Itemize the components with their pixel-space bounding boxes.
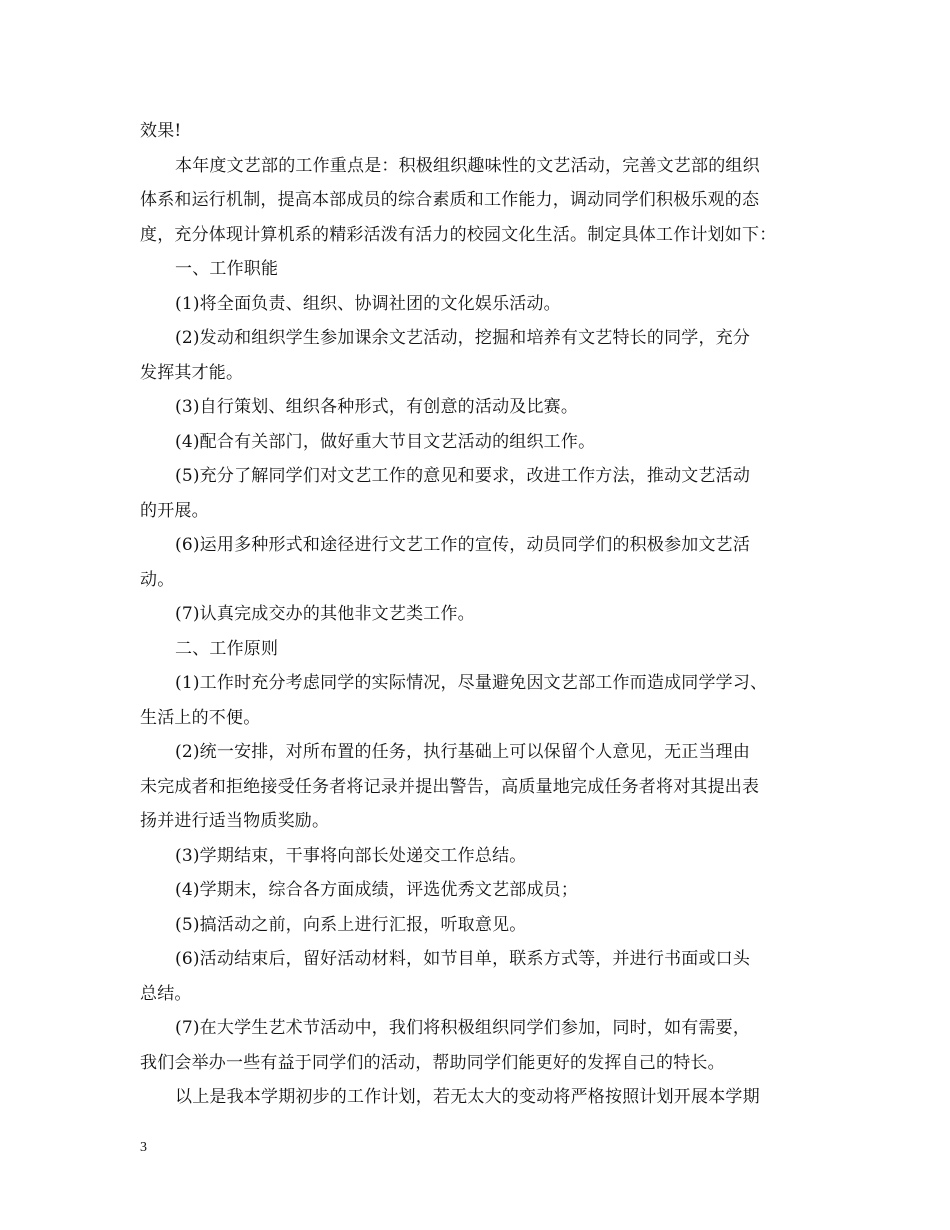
list-item-line: (4)学期末，综合各方面成绩，评选优秀文艺部成员；	[175, 880, 579, 900]
list-item-line: (1)将全面负责、组织、协调社团的文化娱乐活动。	[175, 293, 561, 314]
list-item-line: (5)充分了解同学们对文艺工作的意见和要求，改进工作方法，推动文艺活动	[175, 466, 751, 486]
list-item-line: (3)学期结束，干事将向部长处递交工作总结。	[175, 845, 527, 866]
list-item-line: (5)搞活动之前，向系上进行汇报，听取意见。	[175, 914, 527, 935]
document-body	[140, 114, 820, 1115]
list-item-line: 扬并进行适当物质奖励。	[140, 811, 330, 831]
paragraph-line: 以上是我本学期初步的工作计划，若无太大的变动将严格按照计划开展本学期	[175, 1087, 760, 1107]
list-item-line: (4)配合有关部门，做好重大节目文艺活动的组织工作。	[175, 431, 596, 452]
section-heading: 一、工作职能	[175, 259, 279, 279]
list-item-line: (6)运用多种形式和途径进行文艺工作的宣传，动员同学们的积极参加文艺活	[175, 535, 751, 555]
list-item-line: (1)工作时充分考虑同学的实际情况，尽量避免因文艺部工作而造成同学学习、	[175, 673, 768, 693]
list-item-line: 发挥其才能。	[140, 362, 244, 383]
paragraph-line: 效果!	[140, 121, 182, 141]
list-item-line: (6)活动结束后，留好活动材料，如节目单，联系方式等，并进行书面或口头	[175, 949, 751, 969]
paragraph-line: 度，充分体现计算机系的精彩活泼有活力的校园文化生活。制定具体工作计划如下：	[140, 224, 777, 245]
list-item-line: 总结。	[140, 983, 192, 1004]
list-item-line: 未完成者和拒绝接受任务者将记录并提出警告，高质量地完成任务者将对其提出表	[140, 776, 760, 797]
paragraph-line: 体系和运行机制，提高本部成员的综合素质和工作能力，调动同学们积极乐观的态	[140, 190, 760, 210]
list-item-line: (3)自行策划、组织各种形式，有创意的活动及比赛。	[175, 397, 579, 417]
list-item-line: 的开展。	[140, 500, 209, 521]
list-item-line: 生活上的不便。	[140, 707, 261, 728]
section-heading: 二、工作原则	[175, 638, 279, 659]
list-item-line: (7)认真完成交办的其他非文艺类工作。	[175, 604, 475, 624]
list-item-line: (7)在大学生艺术节活动中，我们将积极组织同学们参加，同时，如有需要，	[175, 1018, 751, 1038]
page-number: 3	[140, 1140, 147, 1155]
list-item-line: (2)统一安排，对所布置的任务，执行基础上可以保留个人意见，无正当理由	[175, 742, 751, 762]
list-item-line: 动。	[140, 569, 175, 590]
list-item-line: 我们会举办一些有益于同学们的活动，帮助同学们能更好的发挥自己的特长。	[140, 1052, 725, 1073]
paragraph-line: 本年度文艺部的工作重点是：积极组织趣味性的文艺活动，完善文艺部的组织	[175, 155, 760, 176]
list-item-line: (2)发动和组织学生参加课余文艺活动，挖掘和培养有文艺特长的同学，充分	[175, 328, 751, 348]
